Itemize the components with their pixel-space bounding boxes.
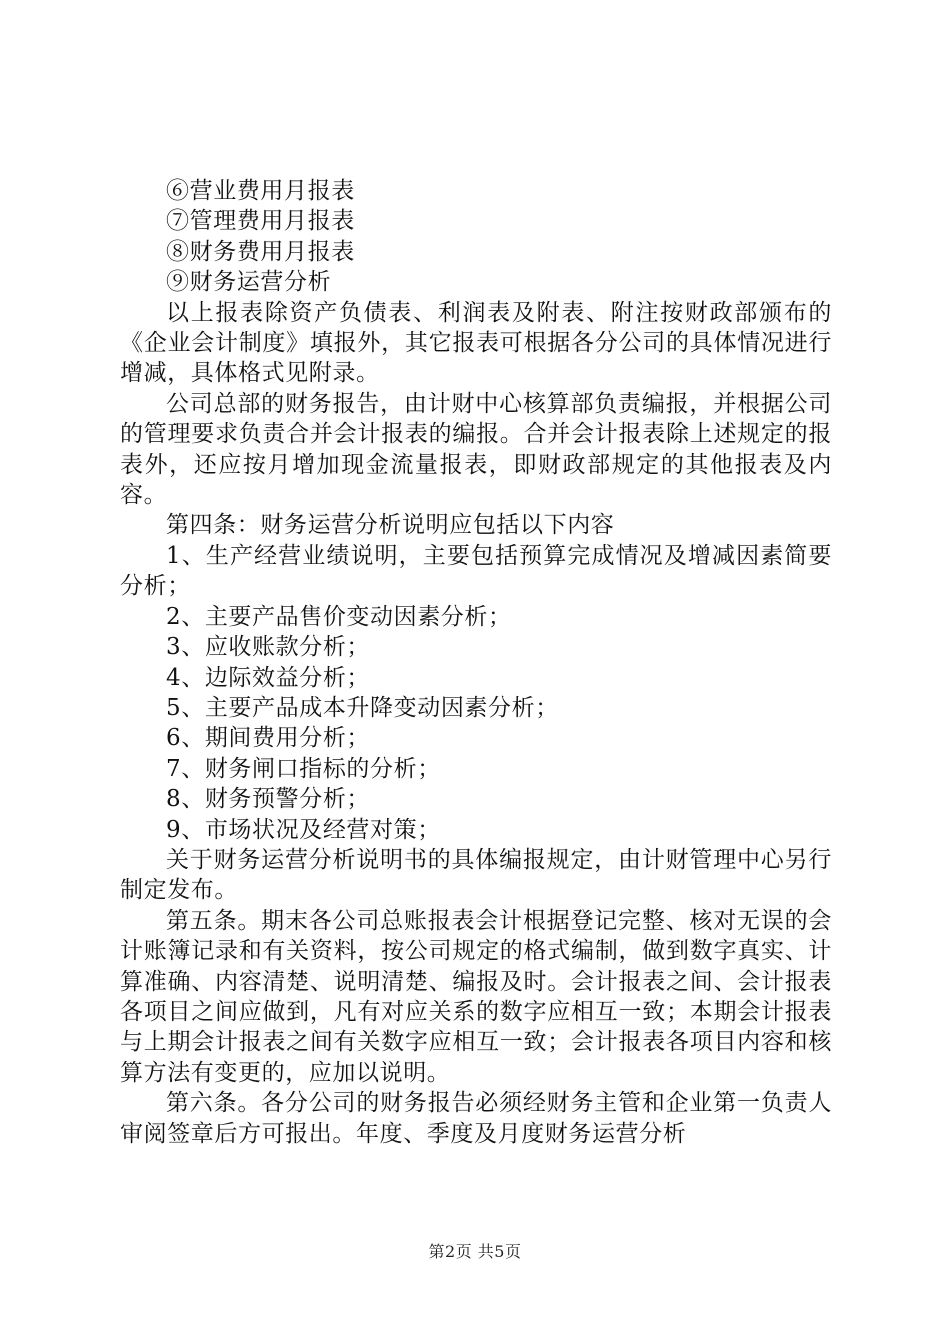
analysis-item-4: 4、边际效益分析； (166, 664, 371, 691)
page-footer: 第2页 共5页 (428, 1242, 522, 1261)
list-item-6: ⑥营业费用月报表 (166, 178, 355, 204)
paragraph-headquarters-report: 公司总部的财务报告，由计财中心核算部负责编报，并根据公司的管理要求负责合并会计报表的编报。合并会计报表除上述规定的报表外，还应按月增加现金流量报表，即财政部规定的其他报表及内容。 (120, 390, 832, 509)
paragraph-analysis-rules: 关于财务运营分析说明书的具体编报规定，由计财管理中心另行制定发布。 (120, 846, 832, 904)
analysis-item-3: 3、应收账款分析； (166, 634, 371, 661)
article-4-heading: 第四条：财务运营分析说明应包括以下内容 (166, 512, 615, 539)
analysis-item-6: 6、期间费用分析； (166, 725, 371, 752)
article-5-paragraph: 第五条。期末各公司总账报表会计根据登记完整、核对无误的会计账簿记录和有关资料，按公司规定的格式编制，做到数字真实、计算准确、内容清楚、说明清楚、编报及时。会计报表之间、会计报表各项目之间应做到，凡有对应关系的数字应相互一致；本期会计报表与上期会计报表之间有关数字应相互一致；会计报表各项目内容和核算方法有变更的，应加以说明。 (120, 907, 832, 1086)
paragraph-report-scope: 以上报表除资产负债表、利润表及附表、附注按财政部颁布的《企业会计制度》填报外，其它报表可根据各分公司的具体情况进行增减，具体格式见附录。 (120, 299, 832, 387)
analysis-item-7: 7、财务闸口指标的分析； (166, 755, 441, 782)
analysis-item-1: 1、生产经营业绩说明，主要包括预算完成情况及增减因素简要分析； (120, 542, 832, 600)
analysis-item-8: 8、财务预警分析； (166, 786, 371, 813)
list-item-8: ⑧财务费用月报表 (166, 238, 355, 265)
list-item-7: ⑦管理费用月报表 (166, 208, 355, 235)
analysis-item-9: 9、市场状况及经营对策； (166, 816, 441, 843)
analysis-item-5: 5、主要产品成本升降变动因素分析； (166, 694, 559, 721)
analysis-item-2: 2、主要产品售价变动因素分析； (166, 603, 512, 630)
document-body (120, 176, 832, 1149)
article-6-paragraph: 第六条。各分公司的财务报告必须经财务主管和企业第一负责人审阅签章后方可报出。年度、季度及月度财务运营分析 (120, 1090, 832, 1147)
list-item-9: ⑨财务运营分析 (166, 269, 332, 296)
